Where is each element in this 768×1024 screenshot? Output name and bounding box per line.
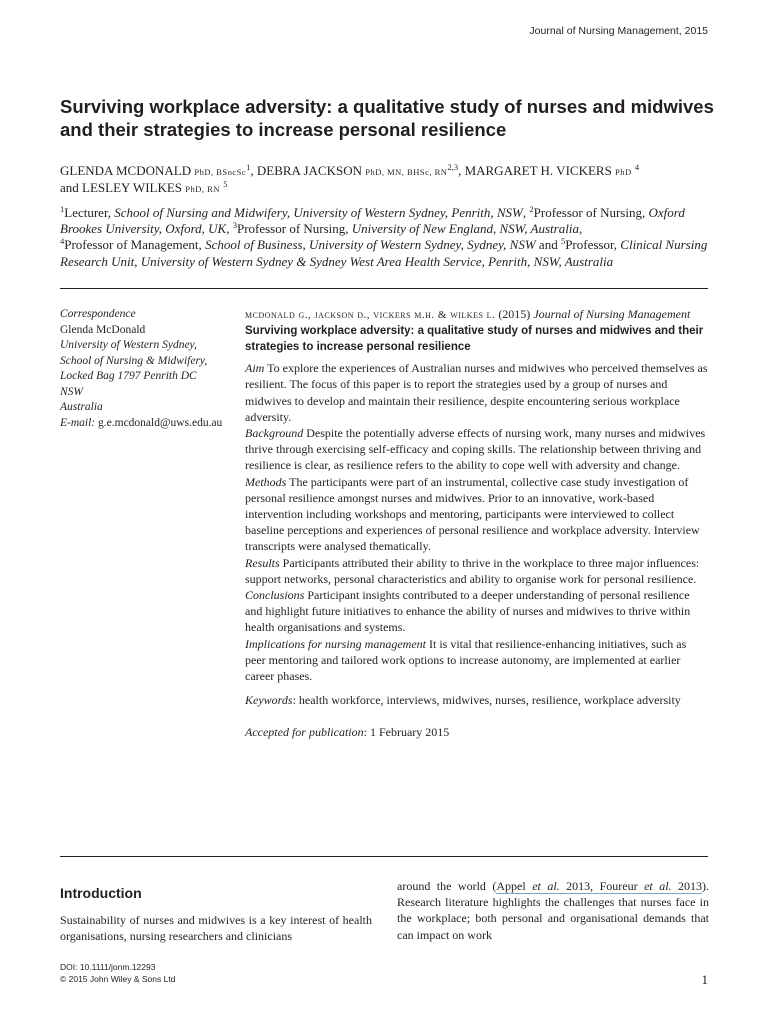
correspondence-address-line: University of Western Sydney,	[60, 339, 197, 351]
abstract	[245, 306, 708, 741]
author-name: DEBRA JACKSON	[256, 163, 362, 178]
abstract-section	[245, 636, 708, 685]
copyright: © 2015 John Wiley & Sons Ltd	[60, 974, 176, 984]
abstract-section	[245, 425, 708, 474]
author-affiliation-marker: 4	[634, 162, 640, 172]
author-degrees: PhD, RN	[185, 184, 220, 194]
section-text: Despite the potentially adverse effects of nursing work, many nurses and midwives thrive through exercising self-efficacy and coping skills. The relationship between thriving and resilience is clear, as resilience refers to the ability to cope well with adversity and change.	[245, 426, 706, 473]
affiliation-institution: Oxford Brookes University, Oxford, UK	[60, 205, 685, 237]
author-list	[60, 163, 720, 197]
introduction-paragraph-continued	[397, 878, 709, 943]
citation-link[interactable]	[496, 879, 702, 894]
affiliation-role: Lecturer,	[64, 205, 115, 220]
author-separator: ,	[250, 163, 257, 178]
section-text: Participant insights contributed to a deeper understanding of personal resilience and highlight future initiatives to enhance the ability of nurses and midwives to thrive within health organisations and systems.	[245, 588, 691, 635]
page-number: 1	[701, 972, 708, 987]
keywords-label: Keywords	[245, 693, 293, 708]
introduction-paragraph: Sustainability of nurses and midwives is a key interest of health organisations, nursing researchers and clinicians	[60, 913, 372, 944]
doi[interactable]: DOI: 10.1111/jonm.12293	[60, 962, 156, 972]
section-text: To explore the experiences of Australian nurses and midwives who perceived themselves as resilient. The focus of this paper is to report the strategies used by a group of nurses and midwives to develop and maintain their resilience, despite encountering serious workplace adversity.	[245, 361, 708, 424]
divider	[60, 856, 708, 857]
affiliation-institution: Clinical Nursing Research Unit, University of Western Sydney & Sydney West Area Health Service, Penrith, NSW, Australia	[60, 237, 708, 269]
author-name: GLENDA MCDONALD	[60, 163, 192, 178]
citation-etal: et al.	[532, 879, 560, 893]
correspondence-address-line: Locked Bag 1797 Penrith DC	[60, 370, 197, 382]
affiliation-marker: 5	[560, 236, 566, 247]
citation-year: 2013	[678, 879, 702, 893]
article-title: Surviving workplace adversity: a qualitative study of nurses and midwives and their strategies to increase personal resilience	[60, 96, 714, 140]
affiliation-institution: School of Nursing and Midwifery, University of Western Sydney, Penrith, NSW	[114, 205, 523, 220]
section-heading: Results	[245, 555, 280, 570]
affiliation-marker: 3	[232, 220, 237, 231]
author-degrees: PhD, MN, BHSc, RN	[365, 167, 448, 177]
intro-text: around the world (	[397, 879, 497, 893]
citation-etal: et al.	[644, 879, 672, 893]
intro-text: ). Research literature highlights the challenges that nurses face in the workplace; both personal and organisational demands that can impact on work	[397, 879, 709, 942]
section-text: Participants attributed their ability to thrive in the workplace to three major influences: support networks, personal characteristics and ability to organise work for personal resilience.	[245, 555, 700, 586]
email-link[interactable]: g.e.mcdonald@uws.edu.au	[98, 416, 223, 429]
divider	[60, 288, 708, 289]
affiliation-connector: and	[535, 237, 561, 253]
affiliations: $^1$Lecturer, School of Nursing and Midwifery, University of Western Sydney, Penrith, NSW, $^2$Professor of Nursing, Oxford Brookes University, Oxford, UK, $^3$Professor of Nursing, University of New England, NSW, Australia, $^4$Professor of Management, School of Business, University of Western Sydney, Sydney, NSW and $^5$Professor, Clinical Nursing Research Unit, University of Western Sydney & Sydney West Area Health Service, Penrith, NSW, Australia	[60, 204, 708, 269]
abstract-title: Surviving workplace adversity: a qualitative study of nurses and midwives and their strategies to increase personal resilience	[245, 325, 704, 354]
affiliation-institution: University of New England, NSW, Australia,	[351, 221, 583, 237]
author-degrees: PhD, BSocSc	[194, 167, 247, 177]
accepted-label: Accepted for publication	[245, 725, 364, 740]
correspondence-address-line: NSW	[60, 385, 83, 398]
section-heading: Aim	[245, 361, 265, 376]
section-heading: Implications for nursing management	[245, 636, 426, 651]
accepted-date: Accepted for publication: 1 February 2015	[245, 725, 450, 740]
section-heading-introduction: Introduction	[60, 885, 142, 901]
section-heading: Conclusions	[245, 588, 305, 603]
affiliation-role: Professor of Nursing,	[533, 205, 649, 220]
section-text: It is vital that resilience-enhancing initiatives, such as peer mentoring and tailored work options to increase autonomy, are implemented at earlier career phases.	[245, 636, 687, 684]
affiliation-role: Professor,	[565, 237, 621, 253]
author-affiliation-marker: 2,3	[447, 162, 459, 172]
author-affiliation-marker: 5	[223, 179, 228, 189]
keywords-text: health workforce, interviews, midwives, nurses, resilience, workplace adversity	[298, 693, 681, 708]
section-heading: Methods	[245, 474, 287, 489]
affiliation-institution: School of Business, University of Western Sydney, Sydney, NSW	[205, 237, 536, 253]
author-degrees: PhD	[615, 167, 632, 177]
correspondence-name: Glenda McDonald	[60, 323, 146, 336]
affiliation-role: Professor of Nursing,	[236, 221, 352, 237]
author-name: and LESLEY WILKES	[60, 180, 183, 195]
section-heading: Background	[245, 426, 304, 441]
author-affiliation-marker: 1	[246, 162, 251, 172]
abstract-section	[245, 555, 708, 587]
footer	[60, 961, 175, 985]
correspondence-heading: Correspondence	[60, 308, 136, 320]
author-separator: ,	[458, 163, 465, 178]
citation-year: (2015)	[498, 307, 531, 321]
citation-line	[245, 306, 708, 323]
correspondence-address-line: School of Nursing & Midwifery,	[60, 354, 208, 367]
abstract-section	[245, 360, 708, 425]
abstract-section	[245, 587, 708, 636]
email-label: E-mail:	[60, 416, 96, 429]
correspondence-address-line: Australia	[60, 401, 103, 413]
correspondence-block	[60, 307, 240, 431]
affiliation-role: Professor of Management,	[64, 237, 206, 253]
citation-year: 2013, Foureur	[566, 879, 638, 893]
citation-authors: mcdonald g., jackson d., vickers m.h. & wilkes l.	[245, 309, 496, 321]
affiliation-marker: 4	[60, 236, 65, 247]
abstract-section	[245, 474, 708, 555]
citation-author: Appel	[496, 879, 526, 893]
correspondence-email-row	[60, 416, 240, 432]
accepted-value: 1 February 2015	[369, 725, 450, 740]
section-text: The participants were part of an instrumental, collective case study investigation of personal resilience amongst nurses and midwives. Prior to an innovative, work-based intervention including workshops and mentoring, participants were interviewed to collect baseline perceptions and experiences of personal resilience and workplace adversity. Interview transcripts were analysed thematically.	[245, 474, 700, 554]
author-name: MARGARET H. VICKERS	[464, 163, 612, 178]
affiliation-marker: 1	[60, 204, 65, 214]
journal-header: Journal of Nursing Management, 2015	[529, 25, 708, 37]
affiliation-marker: 2	[529, 204, 534, 214]
citation-journal: Journal of Nursing Management	[533, 307, 691, 321]
keywords: Keywords: health workforce, interviews, midwives, nurses, resilience, workplace adversity	[245, 693, 681, 708]
